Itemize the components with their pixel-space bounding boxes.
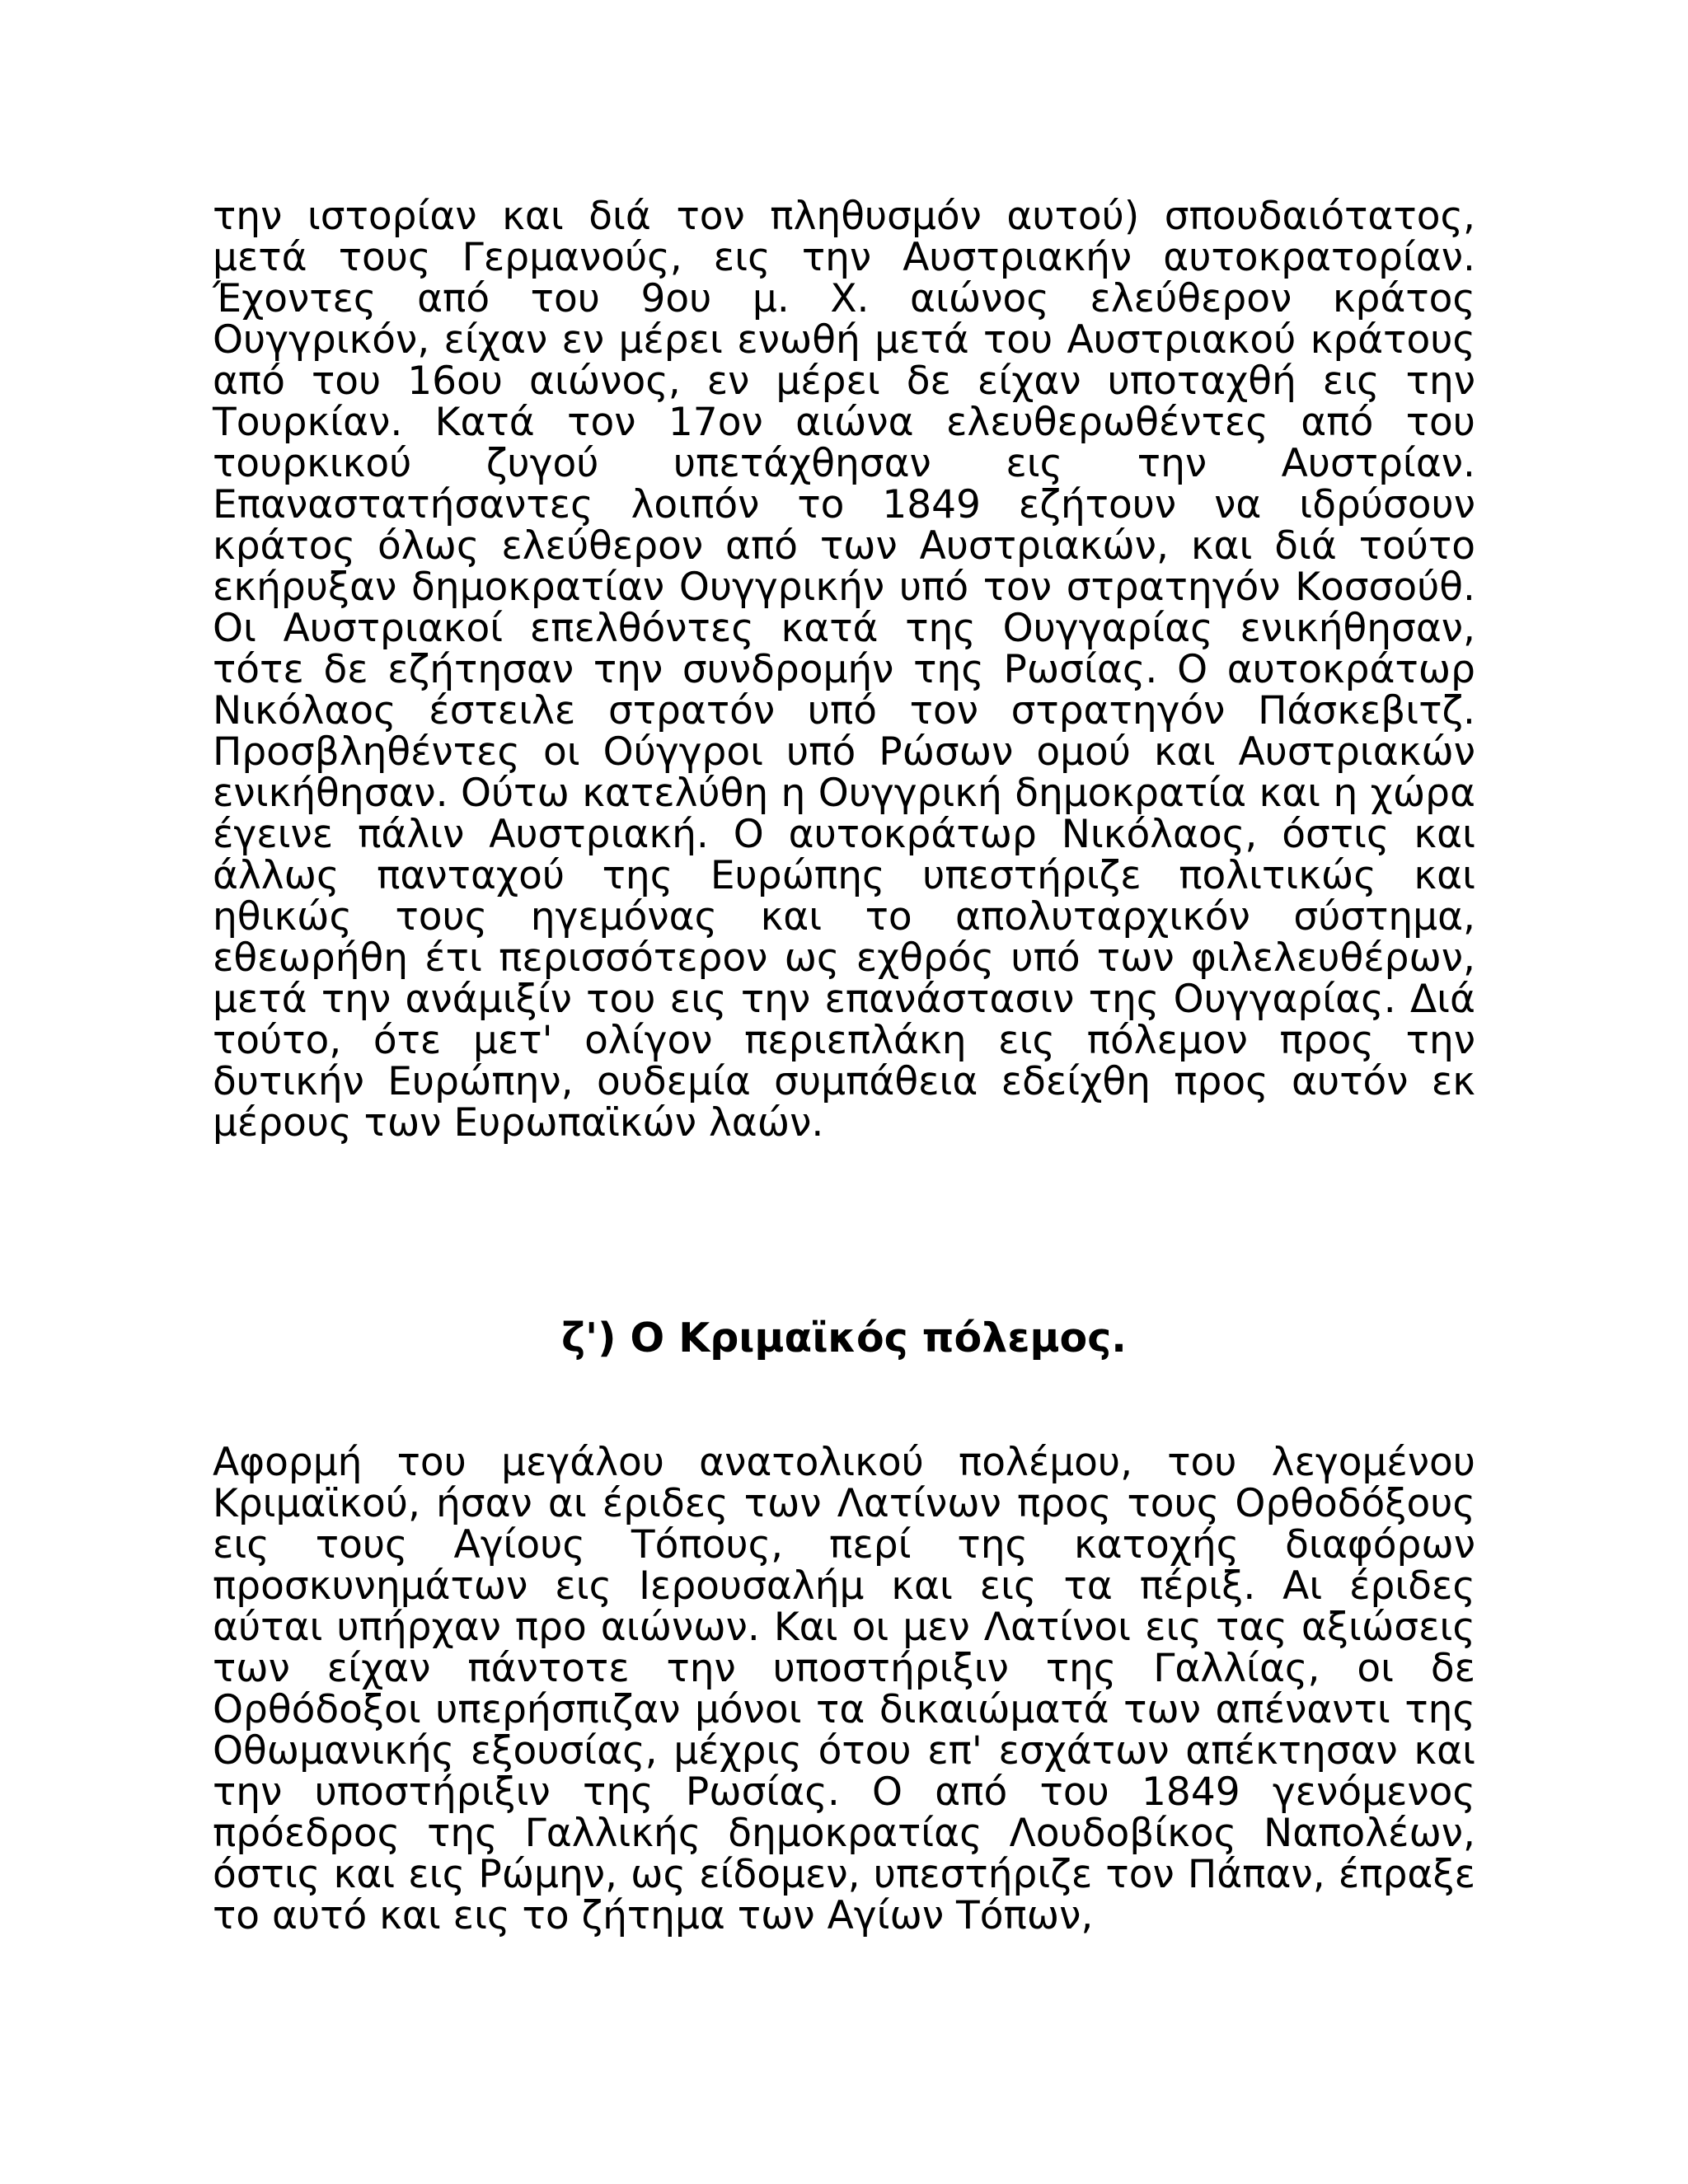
body-paragraph: την ιστορίαν και διά τον πληθυσμόν αυτού) σπουδαιότατος, μετά τους Γερμανούς, εις την Αυστριακήν αυτοκρατορίαν. Έχοντες από του 9ου μ. Χ. αιώνος ελεύθερον κράτος Ουγγρικόν, είχαν εν μέρει ενωθή μετά του Αυστριακού κράτους από του 16ου αιώνος, εν μέρει δε είχαν υποταχθή εις την Τουρκίαν. Κατά τον 17ον αιώνα ελευθερωθέντες από του τουρκικού ζυγού υπετάχθησαν εις την Αυστρίαν. Επαναστατήσαντες λοιπόν το 1849 εζήτουν να ιδρύσουν κράτος όλως ελεύθερον από των Αυστριακών, και διά τούτο εκήρυξαν δημοκρατίαν Ουγγρικήν υπό τον στρατηγόν Κοσσούθ. Οι Αυστριακοί επελθόντες κατά της Ουγγαρίας ενικήθησαν, τότε δε εζήτησαν την συνδρομήν της Ρωσίας. Ο αυτοκράτωρ Νικόλαος έστειλε στρατόν υπό τον στρατηγόν Πάσκεβιτζ. Προσβληθέντες οι Ούγγροι υπό Ρώσων ομού και Αυστριακών ενικήθησαν. Ούτω κατελύθη η Ουγγρική δημοκρατία και η χώρα έγεινε πάλιν Αυστριακή. Ο αυτοκράτωρ Νικόλαος, όστις και άλλως πανταχού της Ευρώπης υπεστήριζε πολιτικώς και ηθικώς τους ηγεμόνας και το απολυταρχικόν σύστημα, εθεωρήθη έτι περισσότερον ως εχθρός υπό των φιλελευθέρων, μετά την ανάμιξίν του εις την επανάστασιν της Ουγγαρίας. Διά τούτο, ότε μετ' ολίγον περιεπλάκη εις πόλεμον προς την δυτικήν Ευρώπην, ουδεμία συμπάθεια εδείχθη προς αυτόν εκ μέρους των Ευρωπαϊκών λαών.: [213, 194, 1475, 1146]
body-paragraph: Αφορμή του μεγάλου ανατολικού πολέμου, του λεγομένου Κριμαϊκού, ήσαν αι έριδες των Λατίνων προς τους Ορθοδόξους εις τους Αγίους Τόπους, περί της κατοχής διαφόρων προσκυνημάτων εις Ιερουσαλήμ και εις τα πέριξ. Αι έριδες αύται υπήρχαν προ αιώνων. Και οι μεν Λατίνοι εις τας αξιώσεις των είχαν πάντοτε την υποστήριξιν της Γαλλίας, οι δε Ορθόδοξοι υπερήσπιζαν μόνοι τα δικαιώματά των απέναντι της Οθωμανικής εξουσίας, μέχρις ότου επ' εσχάτων απέκτησαν και την υποστήριξιν της Ρωσίας. Ο από του 1849 γενόμενος πρόεδρος της Γαλλικής δημοκρατίας Λουδοβίκος Ναπολέων, όστις και εις Ρώμην, ως είδομεν, υπεστήριζε τον Πάπαν, έπραξε το αυτό και εις το ζήτημα των Αγίων Τόπων,: [213, 1440, 1475, 1938]
section-heading: ζ') Ο Κριμαϊκός πόλεμος.: [561, 1315, 1127, 1361]
